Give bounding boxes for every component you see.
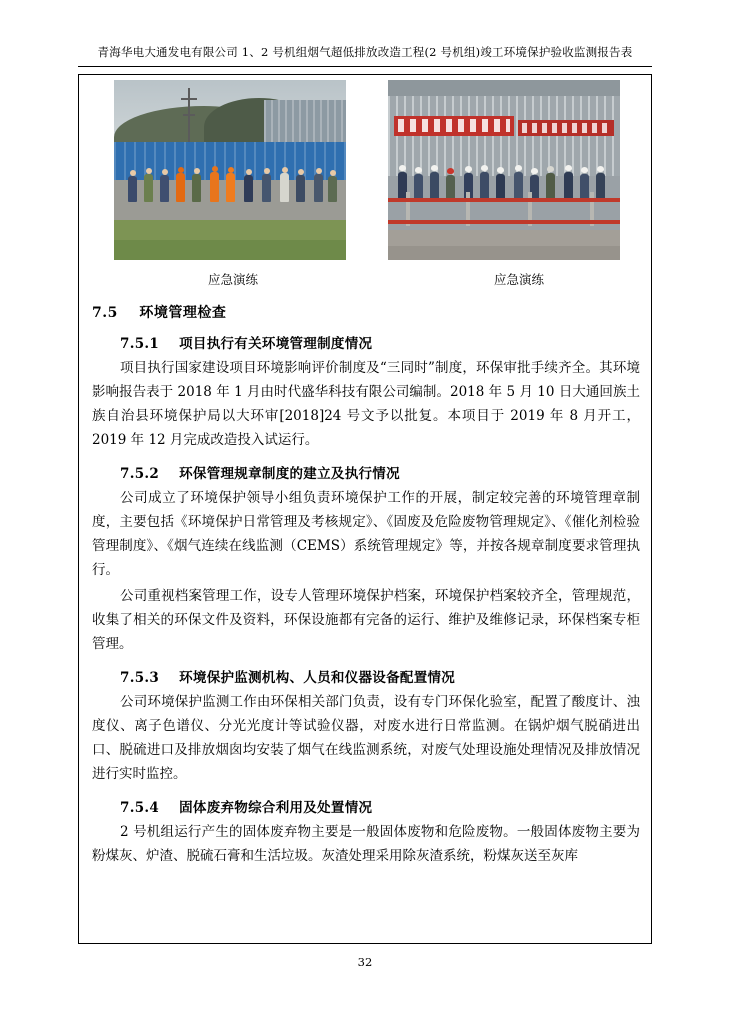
section-heading-7-5-1 bbox=[120, 332, 640, 352]
photo-person bbox=[160, 175, 169, 202]
photo-banner-text bbox=[398, 119, 510, 132]
photo-banner-text bbox=[522, 123, 610, 133]
section-heading-7-5-3 bbox=[120, 666, 640, 686]
figure-right bbox=[374, 80, 638, 288]
section-heading-7-5-4 bbox=[120, 796, 640, 816]
photo-lawn-shadow bbox=[114, 240, 346, 260]
photo-person bbox=[280, 173, 289, 202]
section-title: 项目执行有关环境管理制度情况 bbox=[179, 336, 373, 352]
photo-person bbox=[192, 174, 201, 202]
photo-red-barrier-rail bbox=[388, 220, 620, 224]
photo-person bbox=[296, 175, 305, 202]
section-title: 环保管理规章制度的建立及执行情况 bbox=[179, 466, 400, 483]
section-number: 7.5 bbox=[92, 305, 118, 321]
photo-person bbox=[128, 176, 137, 202]
paragraph: 2 号机组运行产生的固体废弃物主要是一般固体废物和危险废物。一般固体废物主要为粉煤灰、炉渣、脱硫石膏和生活垃圾。灰渣处理采用除灰渣系统，粉煤灰送至灰库 bbox=[92, 824, 640, 865]
figure-caption-right: 应急演练 bbox=[493, 272, 544, 287]
photo-transmission-tower bbox=[188, 88, 190, 146]
photo-red-barrier-rail bbox=[388, 198, 620, 202]
section-number: 7.5.3 bbox=[120, 670, 160, 687]
page-header: 青海华电大通发电有限公司 1、2 号机组烟气超低排放改造工程(2 号机组)竣工环境保护验收监测报告表 bbox=[97, 45, 633, 59]
section-heading-7-5-2 bbox=[120, 462, 640, 482]
figure-caption-left: 应急演练 bbox=[207, 272, 258, 287]
section-number: 7.5.2 bbox=[120, 466, 160, 483]
section-title: 环境管理检查 bbox=[139, 305, 227, 321]
figure-left bbox=[92, 80, 356, 288]
photo-person bbox=[314, 174, 323, 202]
photo-person bbox=[262, 174, 271, 202]
section-number: 7.5.4 bbox=[120, 800, 160, 817]
emergency-drill-photo-left bbox=[114, 80, 346, 260]
photo-plant-roof bbox=[388, 80, 620, 96]
section-title: 环境保护监测机构、人员和仪器设备配置情况 bbox=[179, 670, 456, 687]
emergency-drill-photo-right bbox=[388, 80, 620, 260]
photo-person-hazmat bbox=[176, 173, 185, 202]
photo-person bbox=[144, 174, 153, 202]
paragraph: 公司环境保护监测工作由环保相关部门负责，设有专门环保化验室，配置了酸度计、浊度仪、离子色谱仪、分光光度计等试验仪器，对废水进行日常监测。在锅炉烟气脱硝进出口、脱硫进口及排放烟囱均安装了烟气在线监测系统，对废气处理设施处理情况及排放情况进行实时监控。 bbox=[92, 694, 640, 783]
paragraph: 公司成立了环境保护领导小组负责环境保护工作的开展，制定较完善的环境管理章制度，主要包括《环境保护日常管理及考核规定》、《固废及危险废物管理规定》、《催化剂检验管理制度》、《烟气连续在线监测（CEMS）系统管理规定》等，并按各规章制度要求管理执行。 bbox=[92, 490, 640, 579]
figure-row bbox=[92, 80, 638, 288]
section-title: 固体废弃物综合利用及处置情况 bbox=[179, 800, 373, 817]
photo-person-hazmat bbox=[226, 173, 235, 202]
section-heading-7-5 bbox=[92, 302, 640, 322]
photo-ground-shadow bbox=[388, 246, 620, 260]
header-divider bbox=[78, 66, 652, 67]
page-number: 32 bbox=[357, 955, 373, 969]
photo-person bbox=[244, 175, 253, 202]
page-content bbox=[92, 80, 640, 938]
paragraph: 项目执行国家建设项目环境影响评价制度及“三同时”制度，环保审批手续齐全。其环境影响报告表于 2018 年 1 月由时代盛华科技有限公司编制。2018 年 5 月 10 日大通回族土族自治县环境保护局以大环审[2018]24 号文予以批复。本项目于 2019 年 8 月开工，2019 年 12 月完成改造投入试运行。 bbox=[92, 360, 640, 449]
photo-person-hazmat bbox=[210, 172, 219, 202]
section-number: 7.5.1 bbox=[120, 336, 160, 352]
paragraph: 公司重视档案管理工作，设专人管理环境保护档案，环境保护档案较齐全，管理规范，收集了相关的环保文件及资料，环保设施都有完备的运行、维护及维修记录，环保档案专柜管理。 bbox=[92, 588, 640, 653]
photo-person bbox=[328, 176, 337, 202]
